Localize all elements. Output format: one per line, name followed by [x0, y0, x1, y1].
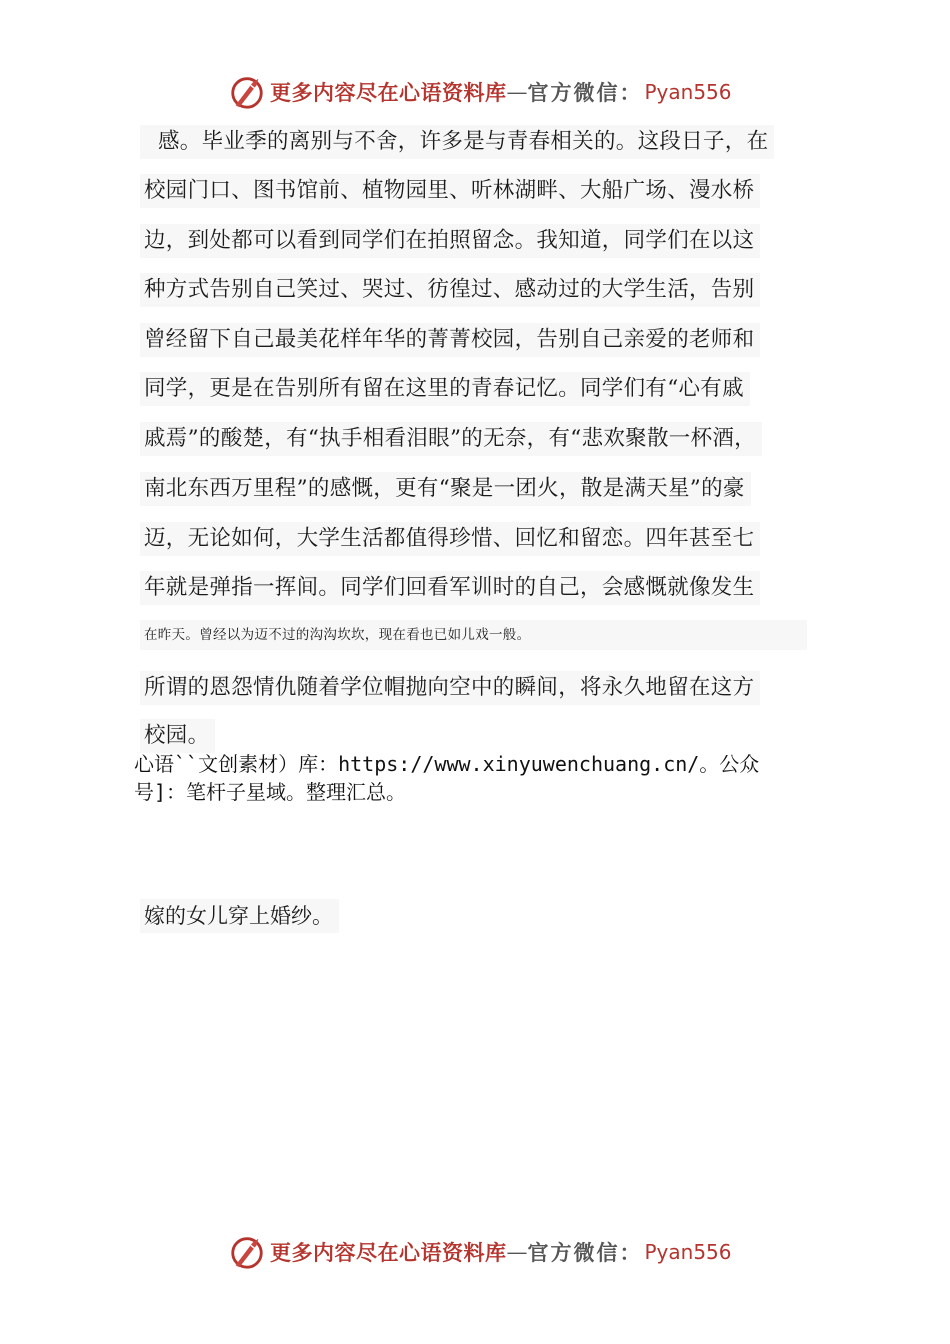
body-line: 校园门口、图书馆前、植物园里、听林湖畔、大船广场、漫水桥 — [140, 174, 760, 208]
banner-separator: — — [506, 1240, 528, 1264]
body-line: 边，到处都可以看到同学们在拍照留念。我知道，同学们在以这 — [140, 224, 760, 258]
body-line: 曾经留下自己最美花样年华的菁菁校园，告别自己亲爱的老师和 — [140, 323, 760, 357]
body-line: 感。毕业季的离别与不舍，许多是与青春相关的。这段日子，在 — [140, 125, 774, 159]
body-line: 迈，无论如何，大学生活都值得珍惜、回忆和留恋。四年甚至七 — [140, 522, 760, 556]
header-banner — [228, 72, 732, 112]
banner-separator: — — [506, 80, 528, 104]
banner-site-text: 更多内容尽在心语资料库 — [270, 80, 507, 105]
trailing-fragment: 嫁的女儿穿上婚纱。 — [140, 899, 339, 933]
pen-logo-icon — [228, 1233, 266, 1271]
body-line: 所谓的恩怨情仇随着学位帽抛向空中的瞬间，将永久地留在这方 — [140, 671, 760, 705]
footer-banner — [228, 1232, 732, 1272]
body-line: 种方式告别自己笑过、哭过、彷徨过、感动过的大学生活，告别 — [140, 273, 760, 307]
body-line: 年就是弹指一挥间。同学们回看军训时的自己，会感慨就像发生 — [140, 571, 760, 605]
banner-site-text: 更多内容尽在心语资料库 — [270, 1240, 507, 1265]
body-line-small: 在昨天。曾经以为迈不过的沟沟坎坎，现在看也已如儿戏一般。 — [140, 620, 807, 650]
banner-wechat-label: 官方微信： — [527, 1240, 643, 1265]
body-line: 戚焉”的酸楚，有“执手相看泪眼”的无奈，有“悲欢聚散一杯酒， — [140, 422, 762, 456]
source-note-line: 号]：笔杆子星域。整理汇总。 — [134, 780, 407, 804]
pen-logo-icon — [228, 73, 266, 111]
banner-wechat-id: Pyan556 — [644, 1240, 732, 1264]
body-line: 校园。 — [140, 719, 215, 753]
banner-wechat-id: Pyan556 — [644, 80, 732, 104]
source-note-line: 心语``文创素材）库：https://www.xinyuwenchuang.cn/。公众 — [134, 752, 760, 776]
body-line: 南北东西万里程”的感慨，更有“聚是一团火，散是满天星”的豪 — [140, 472, 751, 506]
body-line: 同学，更是在告别所有留在这里的青春记忆。同学们有“心有戚 — [140, 372, 750, 406]
banner-wechat-label: 官方微信： — [527, 80, 643, 105]
